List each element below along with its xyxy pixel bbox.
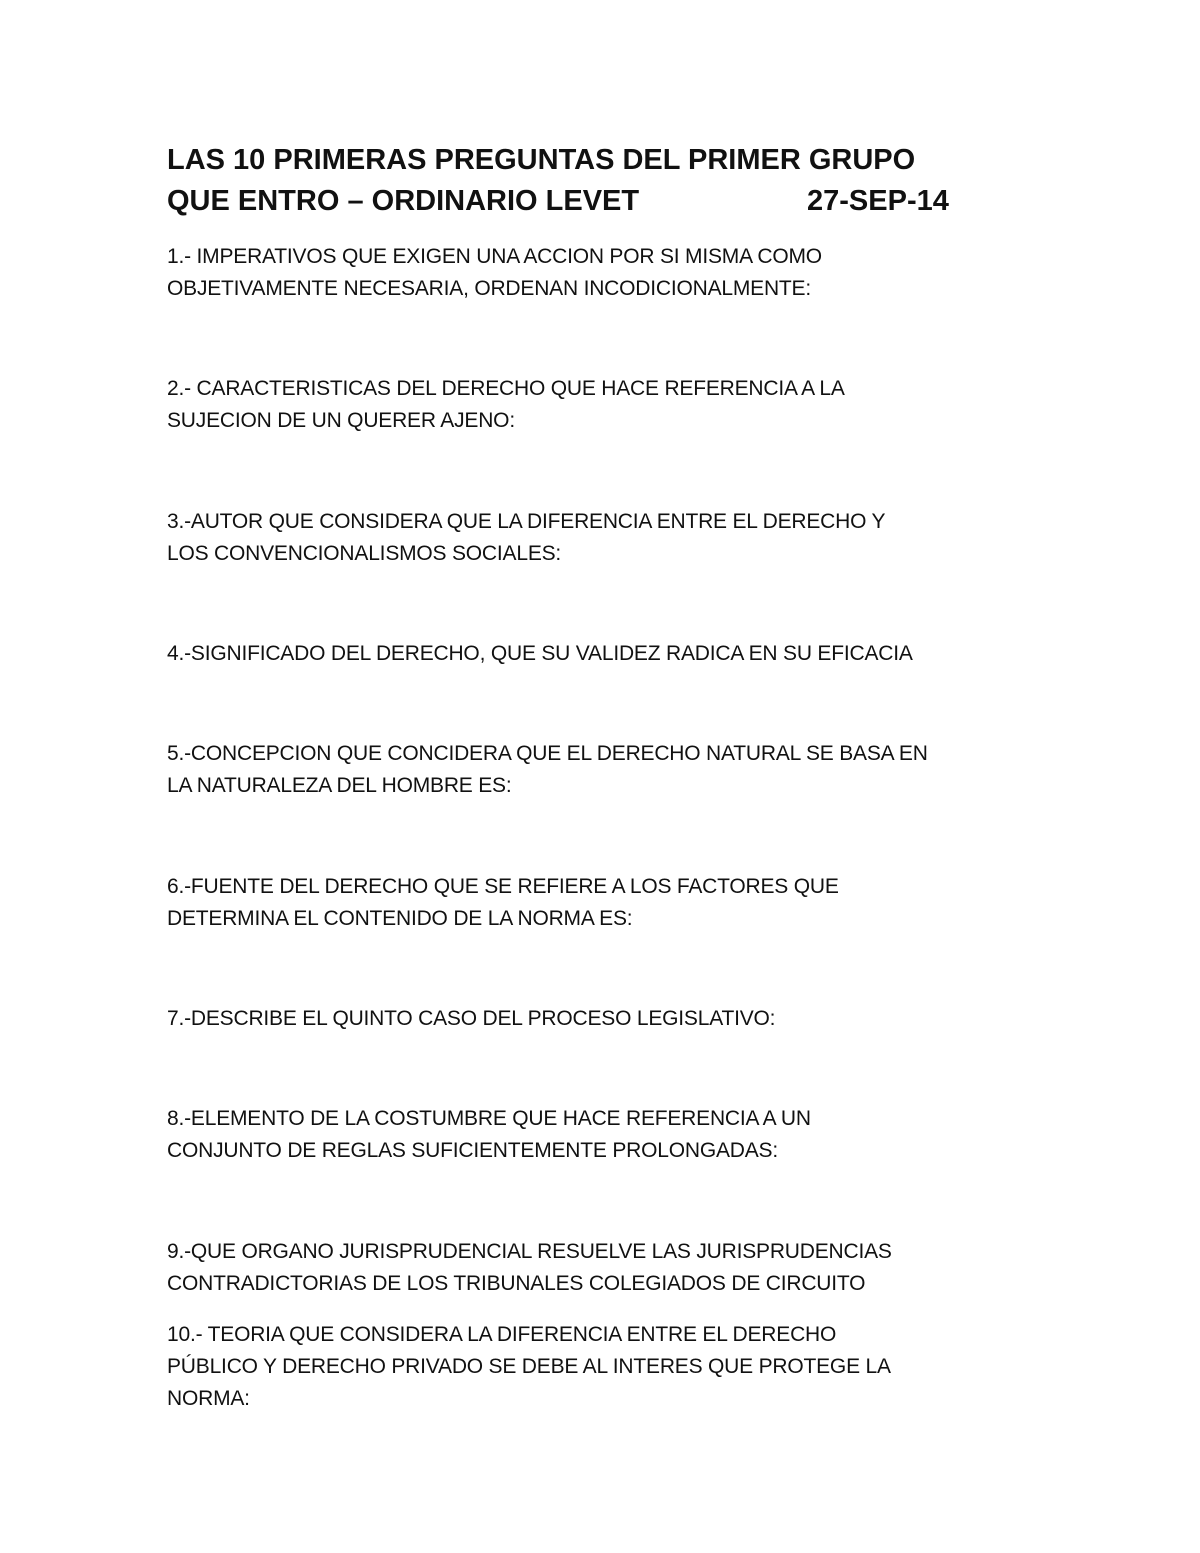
question-line: LOS CONVENCIONALISMOS SOCIALES: — [167, 542, 562, 565]
question-line: PÚBLICO Y DERECHO PRIVADO SE DEBE AL INTERES QUE PROTEGE LA — [167, 1355, 891, 1378]
title-line-1: LAS 10 PRIMERAS PREGUNTAS DEL PRIMER GRUPO — [167, 144, 916, 176]
question-line: OBJETIVAMENTE NECESARIA, ORDENAN INCODICIONALMENTE: — [167, 277, 811, 300]
question-line: 2.- CARACTERISTICAS DEL DERECHO QUE HACE REFERENCIA A LA — [167, 377, 845, 400]
question-8 — [167, 1103, 1067, 1167]
question-line: SUJECION DE UN QUERER AJENO: — [167, 409, 515, 432]
question-line: 1.- IMPERATIVOS QUE EXIGEN UNA ACCION POR SI MISMA COMO — [167, 245, 822, 268]
question-line: CONTRADICTORIAS DE LOS TRIBUNALES COLEGIADOS DE CIRCUITO — [167, 1272, 866, 1295]
question-line: DETERMINA EL CONTENIDO DE LA NORMA ES: — [167, 907, 633, 930]
document-title — [167, 140, 1027, 222]
question-5 — [167, 738, 1067, 802]
question-line: CONJUNTO DE REGLAS SUFICIENTEMENTE PROLONGADAS: — [167, 1139, 778, 1162]
question-line: 3.-AUTOR QUE CONSIDERA QUE LA DIFERENCIA ENTRE EL DERECHO Y — [167, 510, 886, 533]
question-1 — [167, 241, 1067, 305]
question-9 — [167, 1236, 1067, 1300]
question-line: 4.-SIGNIFICADO DEL DERECHO, QUE SU VALIDEZ RADICA EN SU EFICACIA — [167, 642, 913, 665]
question-line: NORMA: — [167, 1387, 250, 1410]
question-line: 5.-CONCEPCION QUE CONCIDERA QUE EL DERECHO NATURAL SE BASA EN — [167, 742, 928, 765]
question-10 — [167, 1319, 1067, 1415]
question-line: 7.-DESCRIBE EL QUINTO CASO DEL PROCESO LEGISLATIVO: — [167, 1007, 776, 1030]
question-4 — [167, 638, 1067, 670]
question-line: 8.-ELEMENTO DE LA COSTUMBRE QUE HACE REFERENCIA A UN — [167, 1107, 811, 1130]
question-7 — [167, 1003, 1067, 1035]
question-line: LA NATURALEZA DEL HOMBRE ES: — [167, 774, 512, 797]
question-line: 10.- TEORIA QUE CONSIDERA LA DIFERENCIA ENTRE EL DERECHO — [167, 1323, 837, 1346]
question-6 — [167, 871, 1067, 935]
title-line-2-text: QUE ENTRO – ORDINARIO LEVET — [167, 185, 640, 217]
question-line: 6.-FUENTE DEL DERECHO QUE SE REFIERE A LOS FACTORES QUE — [167, 875, 839, 898]
question-3 — [167, 506, 1067, 570]
exam-date: 27-SEP-14 — [807, 185, 949, 217]
question-line: 9.-QUE ORGANO JURISPRUDENCIAL RESUELVE LAS JURISPRUDENCIAS — [167, 1240, 892, 1263]
title-line-2 — [167, 181, 1027, 222]
question-2 — [167, 373, 1067, 437]
